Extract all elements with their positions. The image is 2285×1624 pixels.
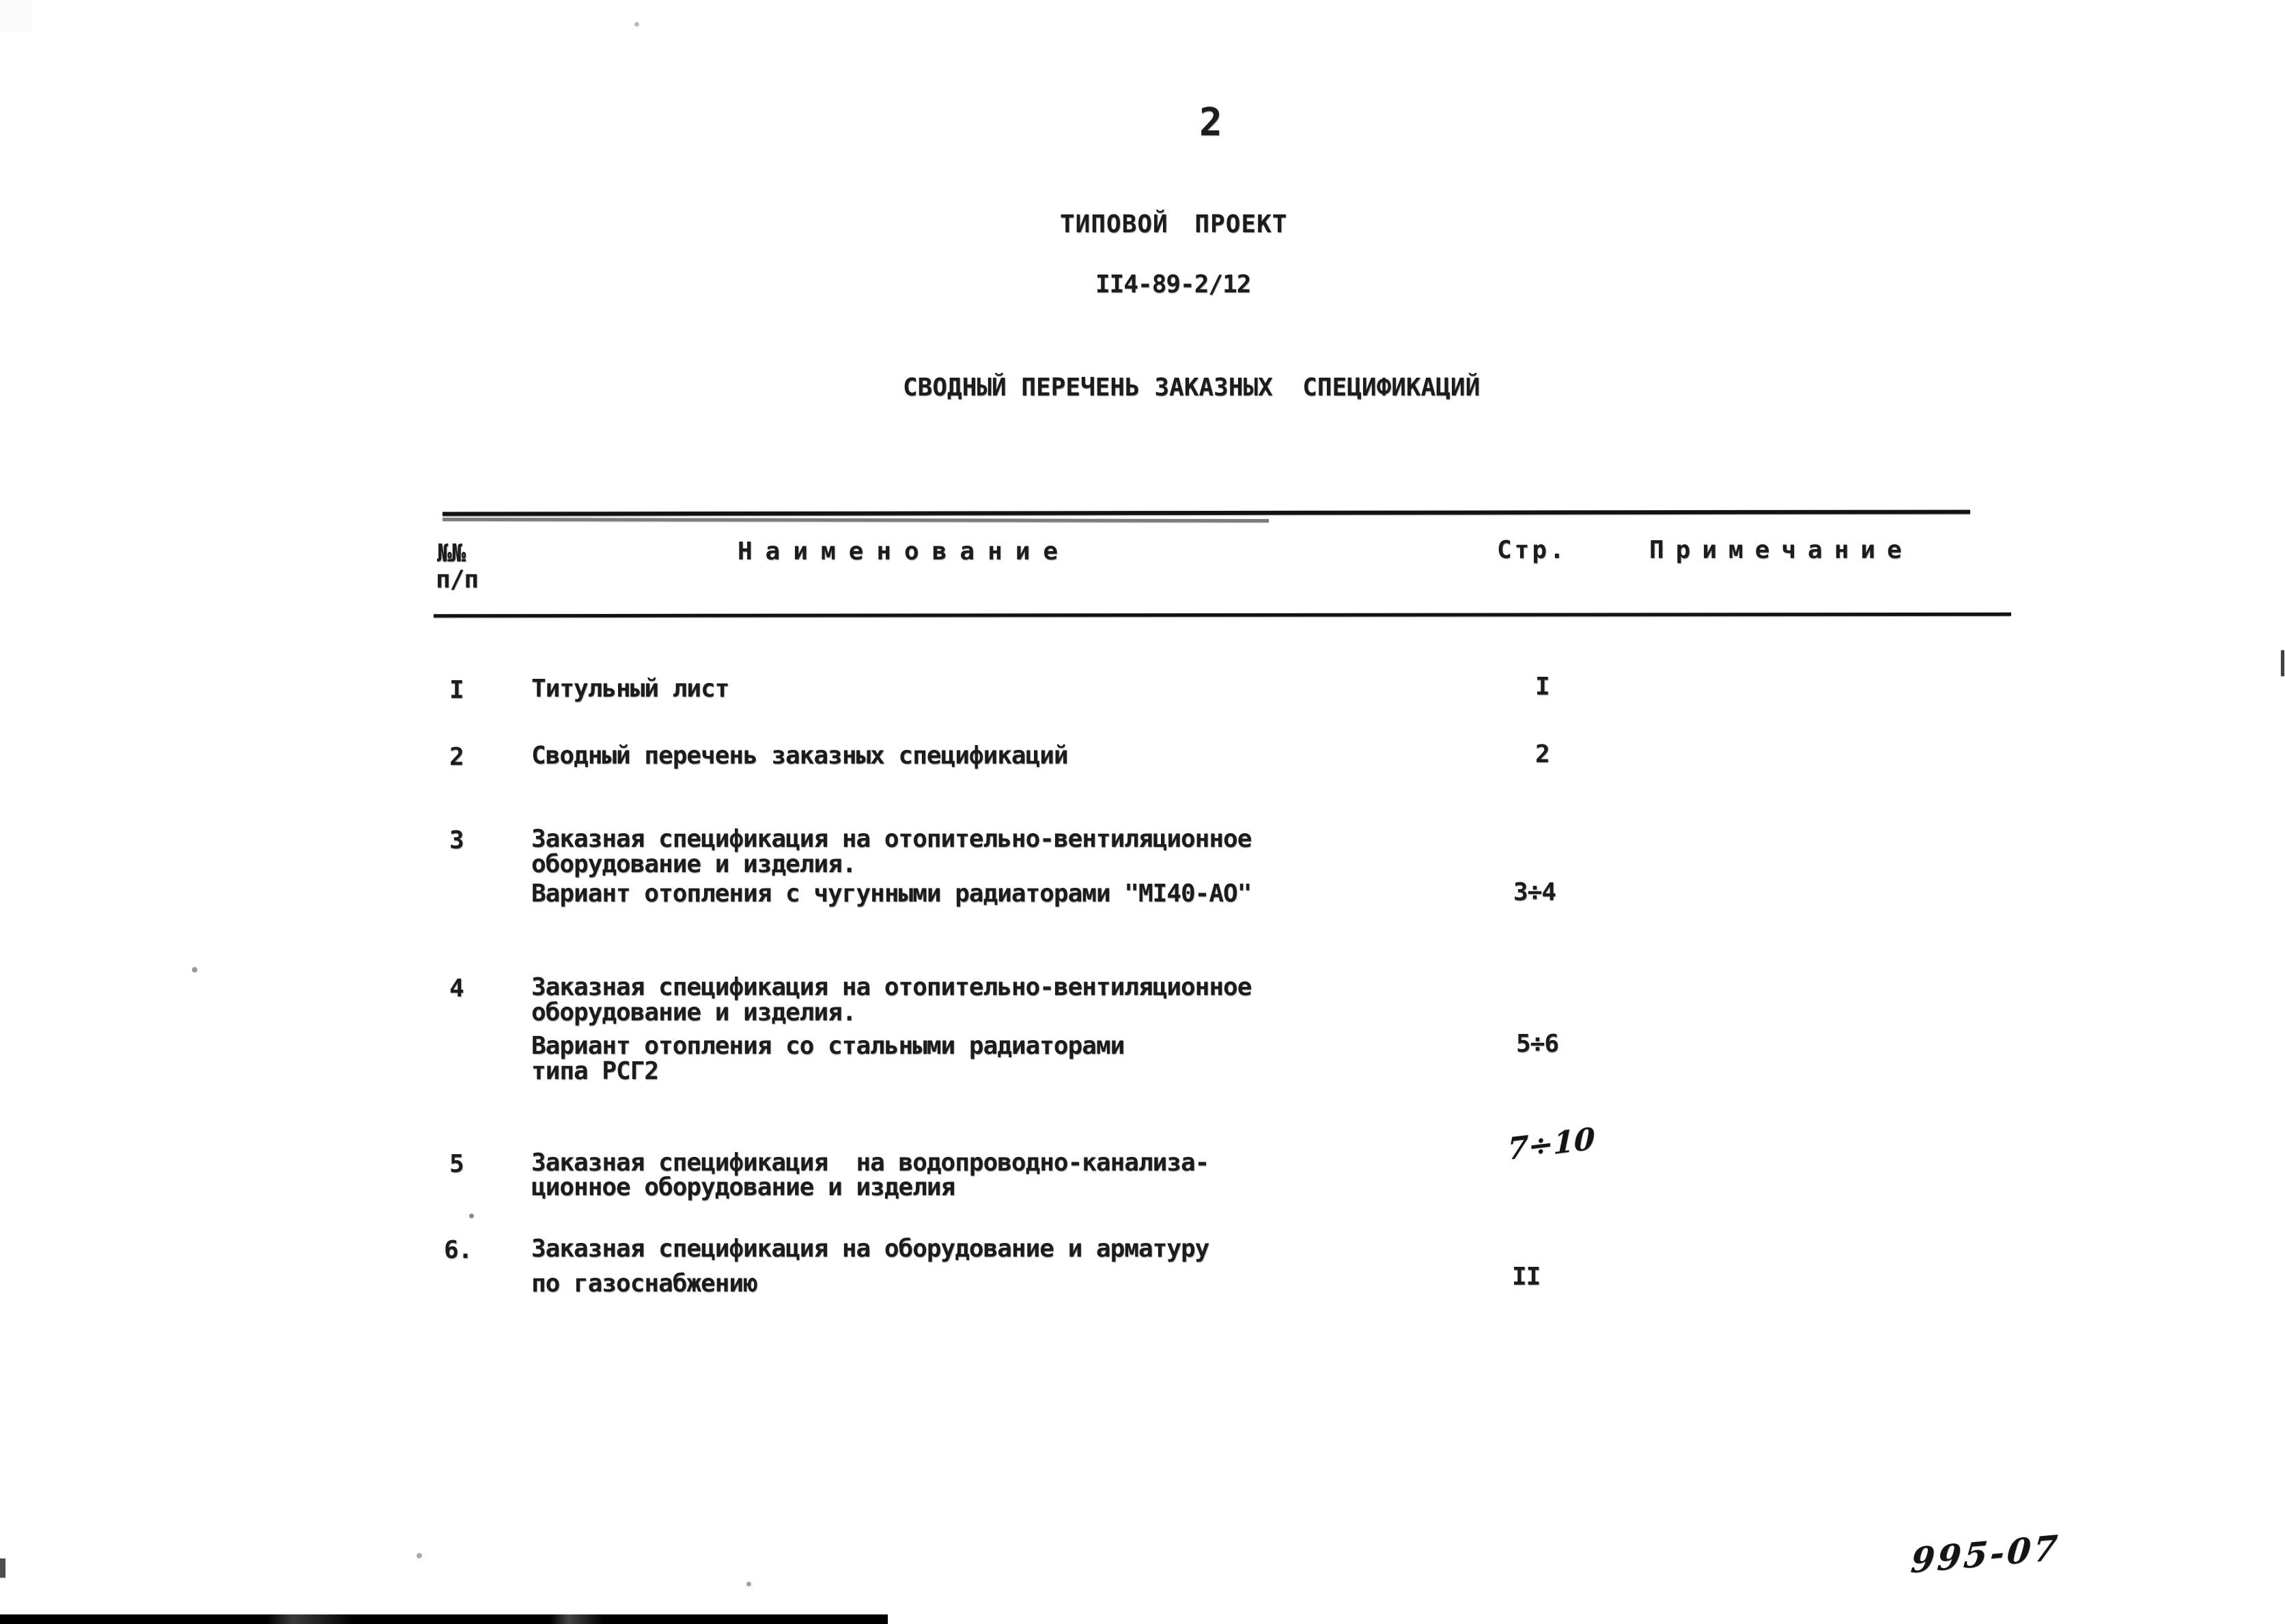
- row-4-name-line-4: типа РСГ2: [531, 1057, 659, 1085]
- scan-corner-shade: [0, 0, 31, 31]
- row-5-name-line-2: ционное оборудование и изделия: [531, 1173, 955, 1201]
- row-6-number: 6.: [444, 1236, 473, 1264]
- table-header-rule: [434, 613, 2011, 617]
- table-top-rule-echo: [443, 518, 1269, 522]
- row-1-number: I: [449, 676, 464, 704]
- row-5-page-handwritten: 7÷10: [1507, 1121, 1595, 1168]
- project-type-label: ТИПОВОЙ ПРОЕКТ: [1060, 210, 1288, 238]
- row-4-page: 5÷6: [1516, 1030, 1559, 1058]
- row-2-page: 2: [1535, 740, 1550, 768]
- row-4-name-line-3: Вариант отопления со стальными радиаторами: [531, 1032, 1125, 1060]
- scan-left-edge-mark: [0, 1558, 5, 1578]
- column-header-note: Примечание: [1649, 536, 1913, 564]
- row-4-name-line-2: оборудование и изделия.: [531, 998, 856, 1026]
- scan-speck: [417, 1553, 422, 1558]
- row-3-page: 3÷4: [1513, 878, 1556, 906]
- row-3-name-line-1: Заказная спецификация на отопительно-вентиляционное: [531, 825, 1252, 853]
- column-header-num-line2: п/п: [436, 565, 479, 593]
- row-1-name: Титульный лист: [531, 675, 729, 703]
- project-code: II4-89-2/12: [1095, 270, 1251, 298]
- document-title: СВОДНЫЙ ПЕРЕЧЕНЬ ЗАКАЗНЫХ СПЕЦИФИКАЦИЙ: [903, 374, 1481, 402]
- page-number: 2: [1199, 100, 1222, 145]
- handwritten-stamp: 995-07: [1909, 1527, 2062, 1581]
- scan-bottom-edge-bar: [0, 1614, 888, 1624]
- row-6-name-line-1: Заказная спецификация на оборудование и арматуру: [531, 1235, 1209, 1263]
- row-6-page: II: [1512, 1263, 1541, 1291]
- row-2-name: Сводный перечень заказных спецификаций: [531, 742, 1068, 770]
- scan-speck: [469, 1214, 474, 1218]
- row-3-name-line-2: оборудование и изделия.: [531, 850, 856, 878]
- row-2-number: 2: [449, 743, 464, 771]
- row-1-page: I: [1535, 673, 1550, 701]
- row-6-name-line-2: по газоснабжению: [531, 1270, 757, 1298]
- row-4-name-line-1: Заказная спецификация на отопительно-вентиляционное: [531, 973, 1252, 1001]
- scan-right-edge-mark: [2281, 650, 2284, 676]
- scan-speck: [634, 22, 639, 27]
- scan-speck: [192, 967, 197, 972]
- column-header-page: Стр.: [1497, 536, 1567, 564]
- row-5-number: 5: [449, 1150, 464, 1178]
- row-5-name-line-1: Заказная спецификация на водопроводно-канализа-: [531, 1149, 1209, 1177]
- table-top-rule: [443, 509, 1970, 516]
- row-4-number: 4: [449, 975, 464, 1003]
- row-3-number: 3: [449, 826, 464, 854]
- column-header-num-line1: №№: [437, 540, 466, 568]
- scan-speck: [746, 1582, 751, 1586]
- column-header-name: Наименование: [738, 537, 1071, 565]
- row-3-name-line-3: Вариант отопления с чугунными радиаторами "МI40-АО": [531, 880, 1252, 908]
